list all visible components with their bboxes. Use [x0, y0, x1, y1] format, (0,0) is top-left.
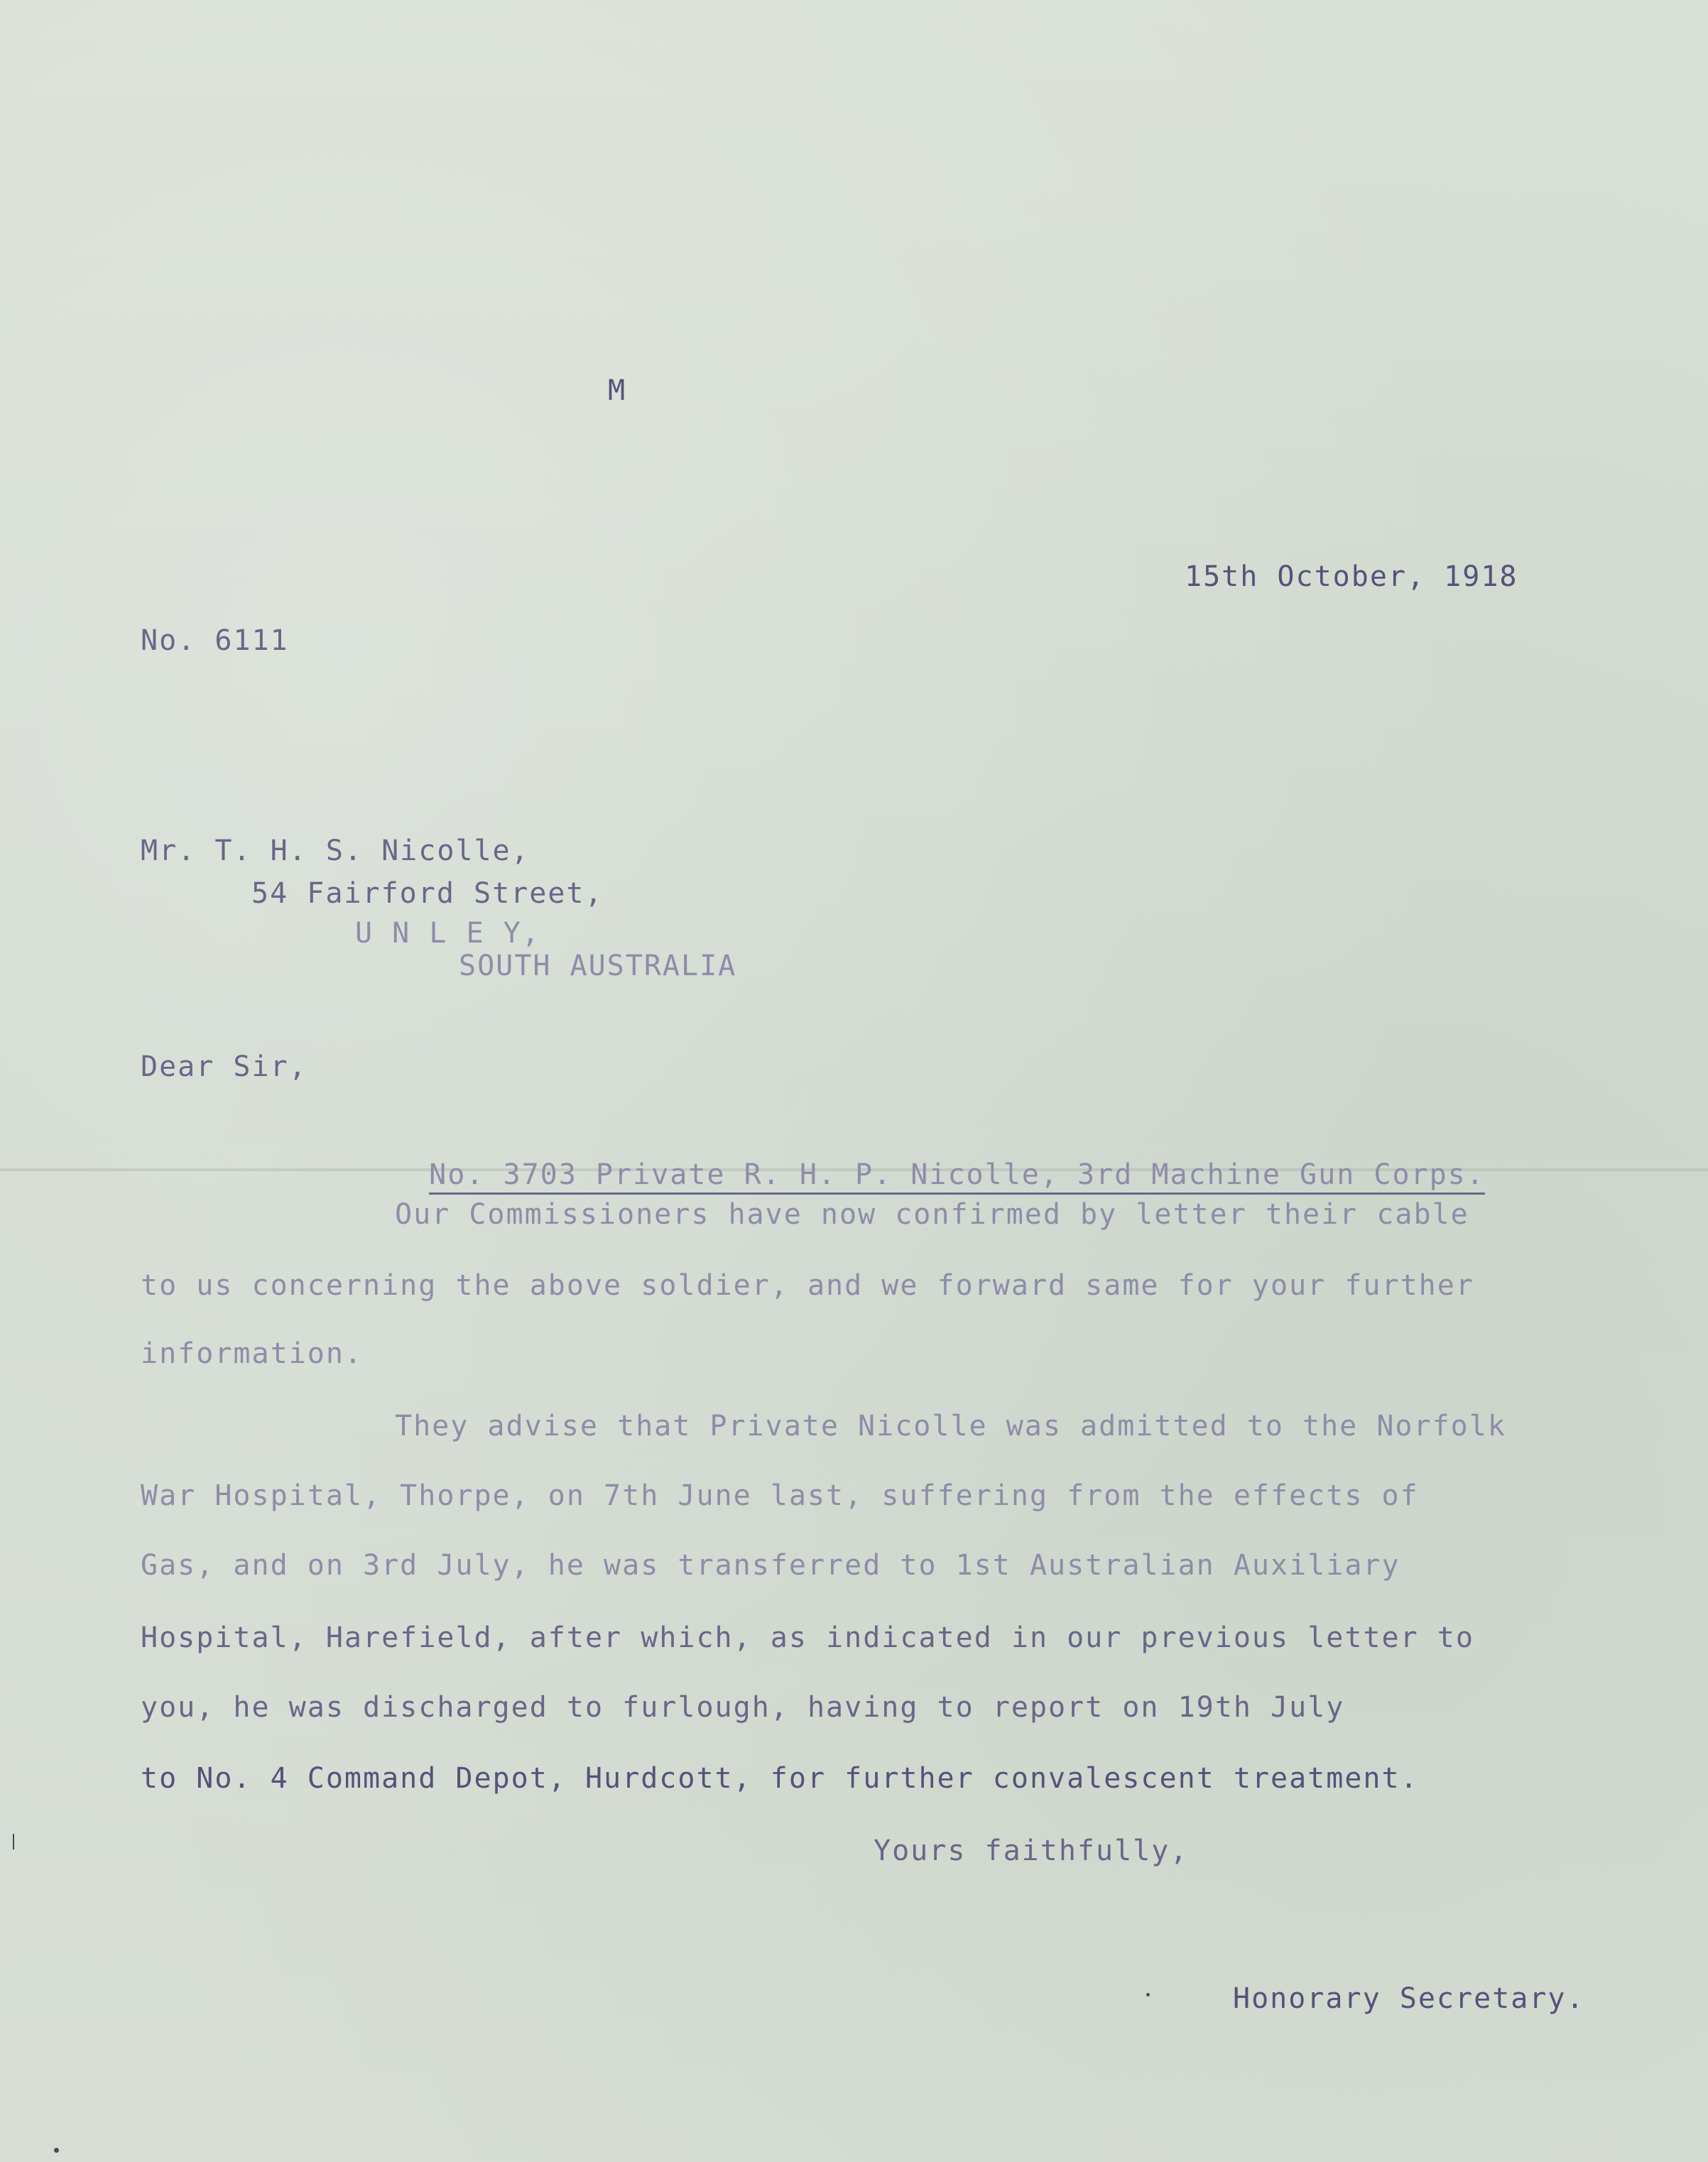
paragraph-line: Our Commissioners have now confirmed by letter their cable — [395, 1198, 1469, 1231]
paragraph-line: information. — [141, 1337, 363, 1370]
paragraph-line: to No. 4 Command Depot, Hurdcott, for further convalescent treatment. — [141, 1762, 1419, 1795]
address-line-state: SOUTH AUSTRALIA — [459, 950, 737, 982]
address-line-street: 54 Fairford Street, — [251, 877, 604, 910]
reference-number: No. 6111 — [141, 624, 289, 657]
letter-initial: M — [608, 374, 627, 407]
signature-title: Honorary Secretary. — [1233, 1982, 1585, 2015]
letter-date: 15th October, 1918 — [1185, 560, 1518, 593]
address-line-name: Mr. T. H. S. Nicolle, — [141, 835, 530, 867]
closing: Yours faithfully, — [874, 1835, 1189, 1867]
address-line-suburb: U N L E Y, — [355, 917, 540, 950]
paragraph-line: Hospital, Harefield, after which, as indicated in our previous letter to — [141, 1622, 1474, 1654]
paragraph-line: you, he was discharged to furlough, having to report on 19th July — [141, 1691, 1345, 1724]
ink-speck — [1146, 1993, 1150, 1997]
paragraph-line: to us concerning the above soldier, and we forward same for your further — [141, 1269, 1474, 1302]
subject-line — [392, 1124, 1485, 1192]
ink-speck — [54, 2148, 59, 2153]
salutation: Dear Sir, — [141, 1050, 308, 1083]
paragraph-line: They advise that Private Nicolle was admitted to the Norfolk — [395, 1410, 1506, 1443]
margin-mark — [13, 1834, 14, 1849]
subject-text: No. 3703 Private R. H. P. Nicolle, 3rd Machine Gun Corps. — [429, 1158, 1485, 1195]
paragraph-line: Gas, and on 3rd July, he was transferred to 1st Australian Auxiliary — [141, 1549, 1400, 1582]
paragraph-line: War Hospital, Thorpe, on 7th June last, suffering from the effects of — [141, 1479, 1419, 1512]
